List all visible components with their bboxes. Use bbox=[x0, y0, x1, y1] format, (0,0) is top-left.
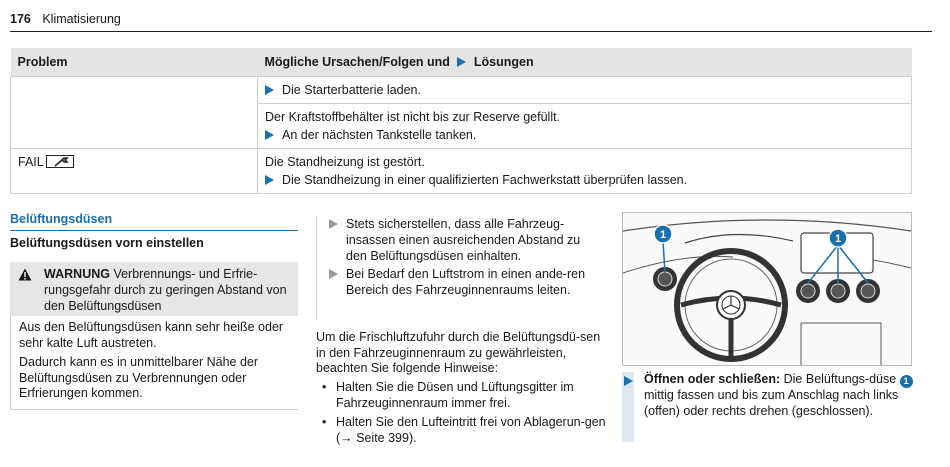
warning-triangle-icon bbox=[18, 268, 32, 281]
arrow-icon bbox=[457, 57, 466, 67]
instruction-step bbox=[622, 372, 932, 419]
list-item bbox=[316, 415, 608, 446]
col-header-problem: Problem bbox=[11, 48, 258, 76]
col-header-solutions bbox=[258, 48, 912, 76]
table-row bbox=[11, 76, 912, 103]
section-title: Belüftungsdüsen bbox=[10, 212, 113, 226]
table-header-row bbox=[11, 48, 912, 76]
solution-line: Die Starterbatterie laden. bbox=[282, 82, 421, 97]
section-rule bbox=[10, 230, 298, 231]
section-name: Klimatisierung bbox=[42, 12, 121, 26]
solution-line: An der nächsten Tankstelle tanken. bbox=[282, 127, 477, 142]
header-rule bbox=[10, 31, 932, 32]
wrench-icon bbox=[46, 155, 74, 168]
warning-text: Verbrennungs- und Erfrie-rungsgefahr durch zu geringen Abstand von den Belüftungsdüsen bbox=[44, 267, 287, 313]
arrow-icon bbox=[265, 85, 274, 95]
arrow-icon bbox=[265, 175, 274, 185]
col-header-solutions-suffix: Lösungen bbox=[473, 54, 534, 69]
warning-body bbox=[10, 316, 298, 410]
instruction-text: Bei Bedarf den Luftstrom in einen ande-ren Bereich des Fahrzeuginnenraums leiten. bbox=[346, 267, 586, 297]
arrow-icon bbox=[329, 269, 338, 279]
list-item bbox=[316, 380, 608, 411]
problem-table bbox=[10, 48, 912, 194]
list-item bbox=[329, 266, 596, 298]
dashboard-illustration bbox=[622, 212, 912, 366]
col-header-solutions-prefix: Mögliche Ursachen/Folgen und bbox=[264, 54, 450, 69]
bullet-text: Halten Sie den Lufteintritt frei von Ablagerun-gen (→ Seite 399). bbox=[336, 415, 606, 445]
bullet-list bbox=[316, 380, 608, 450]
warning-heading bbox=[44, 266, 290, 314]
callout-label: 1 bbox=[659, 229, 667, 241]
solution-cell bbox=[258, 76, 912, 103]
bullet-text: Halten Sie die Düsen und Lüftungsgitter im Fahrzeuginnenraum immer frei. bbox=[336, 380, 574, 410]
callout-label: 1 bbox=[834, 233, 842, 245]
dashboard-drawing bbox=[623, 213, 911, 365]
solution-line: Die Standheizung in einer qualifizierten Fachwerkstatt überprüfen lassen. bbox=[282, 172, 688, 187]
warning-box bbox=[10, 262, 298, 316]
page-number: 176 bbox=[10, 12, 31, 26]
bullet-icon: • bbox=[322, 415, 327, 429]
warning-body-1: Aus den Belüftungsdüsen kann sehr heiße oder sehr kalte Luft austreten. bbox=[19, 320, 284, 350]
solution-cell bbox=[258, 103, 912, 148]
intro-paragraph: Um die Frischluftzufuhr durch die Belüftungsdü-sen in den Fahrzeuginnenraum zu gewährleisten, beachten Sie folgende Hinweise: bbox=[316, 330, 601, 375]
warning-label: WARNUNG bbox=[44, 267, 110, 281]
instruction-bold: Öffnen oder schließen: bbox=[644, 372, 781, 386]
page-header bbox=[10, 12, 121, 26]
solution-line: Der Kraftstoffbehälter ist nicht bis zur Reserve gefüllt. bbox=[265, 109, 561, 124]
instruction-text: Stets sicherstellen, dass alle Fahrzeug-insassen einen ausreichenden Abstand zu den Belüftungsdüsen einhalten. bbox=[346, 217, 581, 263]
arrow-icon bbox=[265, 130, 274, 140]
solution-line: Die Standheizung ist gestört. bbox=[265, 154, 425, 169]
subsection-title: Belüftungsdüsen vorn einstellen bbox=[10, 236, 204, 250]
warning-instructions bbox=[316, 216, 604, 320]
table-row bbox=[11, 148, 912, 193]
instruction-text-1: Die Belüftungs-düse bbox=[783, 372, 897, 386]
bullet-icon: • bbox=[322, 380, 327, 394]
warning-body-2: Dadurch kann es in unmittelbarer Nähe der Belüftungsdüsen zu Verbrennungen oder Erfrierungen kommen. bbox=[19, 355, 259, 400]
problem-cell bbox=[11, 76, 258, 148]
callout-badge: 1 bbox=[900, 375, 913, 388]
solution-cell bbox=[258, 148, 912, 193]
problem-text: FAIL bbox=[18, 154, 44, 169]
problem-cell bbox=[11, 148, 258, 193]
arrow-icon bbox=[329, 219, 338, 229]
instruction-text-2: mittig fassen und bis zum Anschlag nach links (offen) oder rechts drehen (geschlossen). bbox=[644, 388, 899, 418]
list-item bbox=[329, 216, 596, 264]
